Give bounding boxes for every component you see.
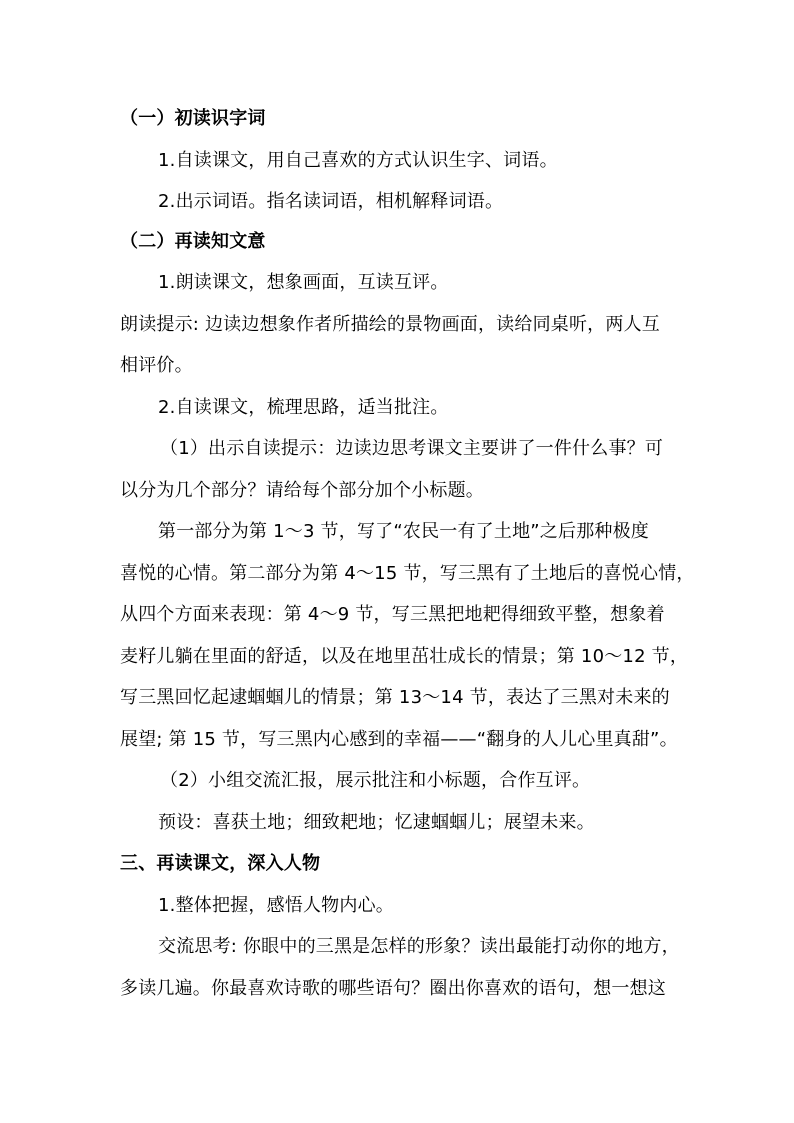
- paragraph-line: 朗读提示: 边读边想象作者所描绘的景物画面，读给同桌听，两人互: [120, 314, 660, 335]
- paragraph-line: 第一部分为第 1～3 节，写了“农民一有了土地”之后那种极度: [158, 521, 649, 542]
- paragraph-line: 预设：喜获土地；细致耙地；忆逮蝈蝈儿；展望未来。: [158, 812, 595, 833]
- paragraph-line: 2.自读课文，梳理思路，适当批注。: [158, 397, 449, 418]
- paragraph-line: 1.自读课文，用自己喜欢的方式认识生字、词语。: [158, 150, 558, 171]
- paragraph-line: （1）出示自读提示：边读边思考课文主要讲了一件什么事？可: [160, 438, 664, 459]
- section-heading-second-reading: （二）再读知文意: [120, 231, 266, 252]
- paragraph-line: 相评价。: [120, 355, 193, 376]
- section-heading-first-reading: （一）初读识字词: [120, 108, 266, 129]
- paragraph-line: 麦籽儿躺在里面的舒适，以及在地里茁壮成长的情景；第 10～12 节，: [120, 646, 689, 667]
- paragraph-line: 多读几遍。你最喜欢诗歌的哪些语句？圈出你喜欢的语句，想一想这: [120, 978, 666, 999]
- paragraph-line: 写三黑回忆起逮蝈蝈儿的情景；第 13～14 节，表达了三黑对未来的: [120, 687, 670, 708]
- paragraph-line: 1.整体把握，感悟人物内心。: [158, 895, 394, 916]
- paragraph-line: 1.朗读课文，想象画面，互读互评。: [158, 272, 449, 293]
- paragraph-line: 喜悦的心情。第二部分为第 4～15 节，写三黑有了土地后的喜悦心情，: [120, 563, 695, 584]
- paragraph-line: 交流思考: 你眼中的三黑是怎样的形象？读出最能打动你的地方，: [158, 936, 680, 957]
- paragraph-line: 2.出示词语。指名读词语，相机解释词语。: [158, 191, 504, 212]
- paragraph-line: 展望; 第 15 节，写三黑内心感到的幸福——“翻身的人儿心里真甜”。: [120, 729, 678, 750]
- paragraph-line: （2）小组交流汇报，展示批注和小标题，合作互评。: [160, 770, 591, 791]
- paragraph-line: 从四个方面来表现：第 4～9 节，写三黑把地耙得细致平整，想象着: [120, 604, 665, 625]
- paragraph-line: 以分为几个部分？请给每个部分加个小标题。: [120, 480, 484, 501]
- section-heading-deep-reading: 三、再读课文，深入人物: [120, 853, 321, 874]
